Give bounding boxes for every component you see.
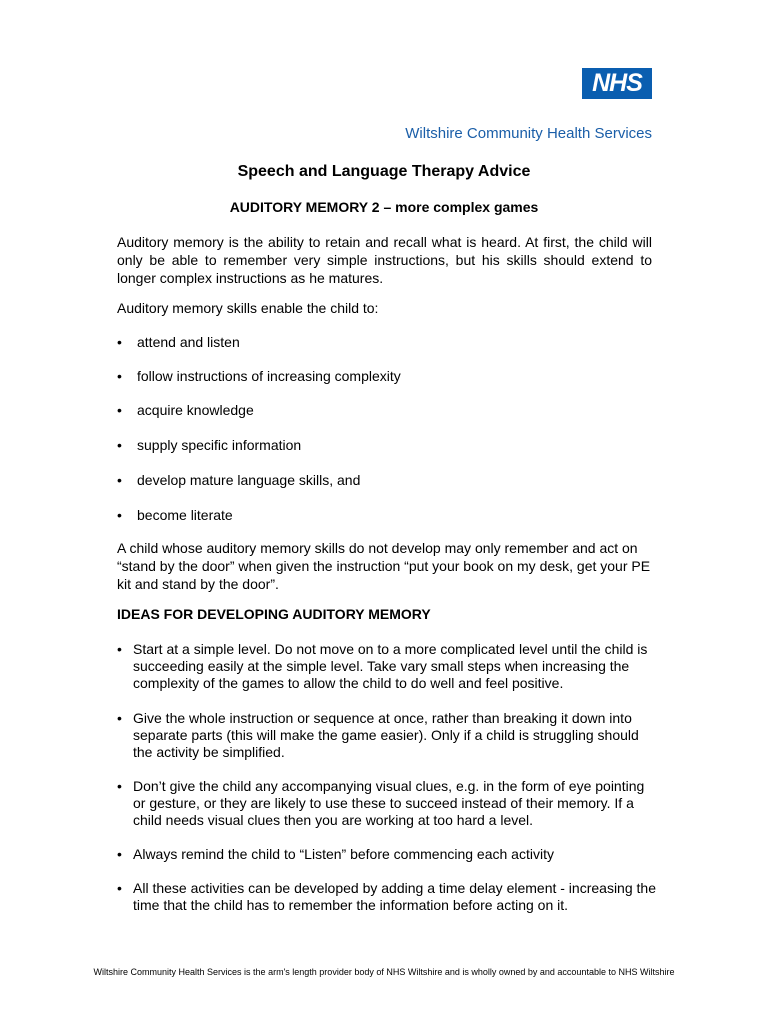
bullet-icon: • (117, 880, 122, 896)
ideas-list-item (117, 846, 657, 863)
skills-list-item (117, 507, 657, 524)
skills-list-item-text: become literate (137, 507, 233, 523)
skills-list-item-text: follow instructions of increasing complexity (137, 368, 401, 384)
ideas-list-item-text: Always remind the child to “Listen” before commencing each activity (133, 846, 554, 862)
ideas-list-item-text: Don’t give the child any accompanying visual clues, e.g. in the form of eye pointing or gesture, or they are likely to use these to succeed instead of their memory. If a child needs visual clues then you are working at too hard a level. (133, 778, 645, 828)
page-footer: Wiltshire Community Health Services is the arm's length provider body of NHS Wiltshire and is wholly owned by and accountable to NHS Wiltshire (93, 967, 675, 977)
skills-list-item-text: supply specific information (137, 437, 302, 453)
skills-list-item-text: attend and listen (137, 334, 240, 350)
bullet-icon: • (117, 641, 122, 657)
skills-list-item (117, 402, 657, 419)
bullet-icon: • (117, 710, 122, 726)
ideas-heading: IDEAS FOR DEVELOPING AUDITORY MEMORY (117, 606, 431, 622)
ideas-list-item-text: Give the whole instruction or sequence at once, rather than breaking it down into separate parts (this will make the game easier). Only if a child is struggling should the activity be simplified. (133, 710, 639, 760)
bullet-icon: • (117, 846, 122, 862)
ideas-list-item (117, 880, 657, 914)
skills-lead-paragraph: Auditory memory skills enable the child to: (117, 300, 379, 316)
skills-list-item-text: develop mature language skills, and (137, 472, 361, 488)
bullet-icon: • (117, 334, 122, 350)
ideas-list-item (117, 641, 657, 692)
bullet-icon: • (117, 778, 122, 794)
skills-list-item-text: acquire knowledge (137, 402, 254, 418)
intro-paragraph: Auditory memory is the ability to retain and recall what is heard. At first, the child will only be able to remember very simple instructions, but his skills should extend to longer complex instructions as he matures. (117, 234, 652, 286)
ideas-list-item (117, 710, 657, 761)
document-title: Speech and Language Therapy Advice (237, 163, 531, 180)
ideas-list-item-text: All these activities can be developed by adding a time delay element - increasing the time that the child has to remember the information before acting on it. (133, 880, 656, 913)
skills-list-item (117, 472, 657, 489)
bullet-icon: • (117, 437, 122, 453)
bullet-icon: • (117, 472, 122, 488)
skills-list-item (117, 437, 657, 454)
bullet-icon: • (117, 368, 122, 384)
ideas-list-item (117, 778, 657, 829)
bullet-icon: • (117, 402, 122, 418)
nhs-logo (582, 68, 652, 99)
skills-list-item (117, 334, 657, 351)
bullet-icon: • (117, 507, 122, 523)
skills-list-item (117, 368, 657, 385)
ideas-list-item-text: Start at a simple level. Do not move on to a more complicated level until the child is succeeding easily at the simple level. Take vary small steps when increasing the complexity of the games to allow the child to do well and feel positive. (133, 641, 648, 691)
example-paragraph: A child whose auditory memory skills do not develop may only remember and act on “stand by the door” when given the instruction “put your book on my desk, get your PE kit and stand by the door”. (117, 540, 651, 592)
organization-name: Wiltshire Community Health Services (405, 125, 652, 142)
nhs-logo-text: NHS (592, 69, 642, 97)
document-subtitle: AUDITORY MEMORY 2 – more complex games (229, 199, 539, 215)
